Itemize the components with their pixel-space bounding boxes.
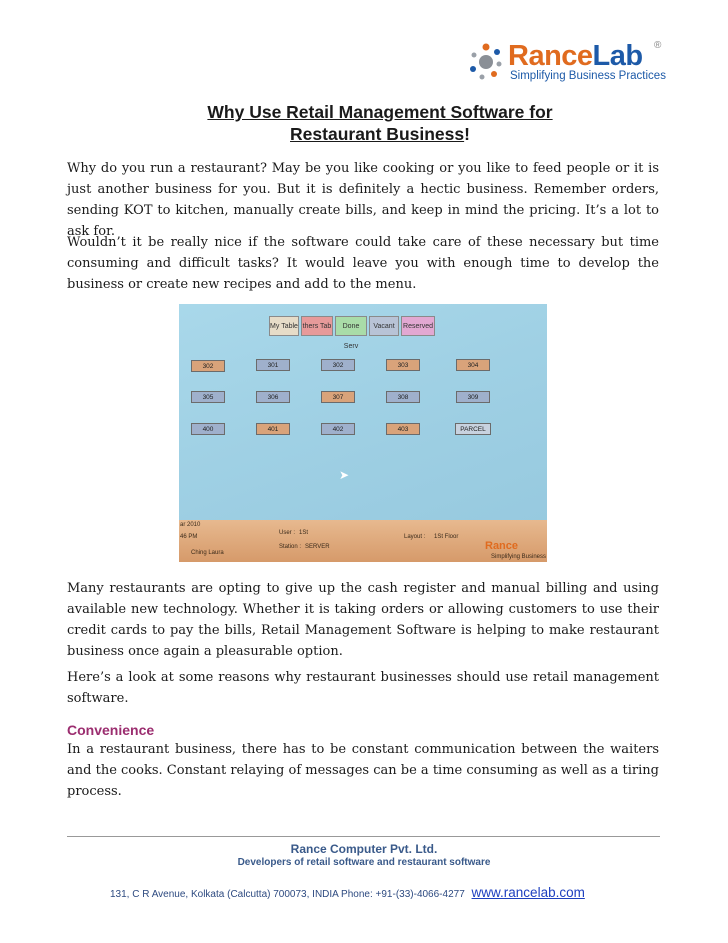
table-button: 306 bbox=[256, 391, 290, 403]
website-link[interactable]: www.rancelab.com bbox=[471, 885, 585, 900]
table-button: 401 bbox=[256, 423, 290, 435]
logo-dots-icon bbox=[468, 42, 504, 82]
table-button: 402 bbox=[321, 423, 355, 435]
status-date: ar 2010 bbox=[180, 522, 201, 528]
tab-others-table: thers Tab bbox=[301, 316, 333, 336]
footer-divider bbox=[67, 836, 660, 837]
table-button: 302 bbox=[321, 359, 355, 371]
table-button: 403 bbox=[386, 423, 420, 435]
footer-contact bbox=[110, 885, 585, 900]
status-layout-value: 1St Floor bbox=[434, 534, 459, 540]
table-button: 302 bbox=[191, 360, 225, 372]
table-button: 309 bbox=[456, 391, 490, 403]
table-button: 304 bbox=[456, 359, 490, 371]
table-button: 305 bbox=[191, 391, 225, 403]
status-user-label: User : bbox=[279, 530, 296, 536]
table-button: 307 bbox=[321, 391, 355, 403]
table-button: 303 bbox=[386, 359, 420, 371]
paragraph-convenience: In a restaurant business, there has to be constant communication between the waiters and the cooks. Constant relaying of messages can be a time consuming as well as a tiring process. bbox=[67, 742, 659, 799]
tab-done-serving: Done Serv bbox=[335, 316, 367, 336]
parcel-button: PARCEL bbox=[455, 423, 491, 435]
tab-my-table: My Table bbox=[269, 316, 299, 336]
status-user-value: 1St bbox=[299, 530, 309, 536]
paragraph-software: Wouldn’t it be really nice if the software could take care of these necessary but time consuming and difficult tasks? It would leave you with enough time to develop the business or create new recipes and add to the menu. bbox=[67, 235, 659, 292]
mouse-cursor-icon: ➤ bbox=[339, 468, 350, 482]
status-login: Ching Laura bbox=[191, 550, 224, 556]
mini-logo: Rance bbox=[485, 540, 519, 552]
status-station-value: SERVER bbox=[305, 544, 330, 550]
status-station-label: Station : bbox=[279, 544, 302, 550]
logo-tagline: Simplifying Business Practices bbox=[510, 70, 666, 82]
table-button: 308 bbox=[386, 391, 420, 403]
page-title-line1: Why Use Retail Management Software for bbox=[207, 102, 553, 122]
section-heading-convenience: Convenience bbox=[67, 722, 155, 738]
table-button: 301 bbox=[256, 359, 290, 371]
page-title-line2: Restaurant Business! bbox=[290, 124, 470, 144]
footer-company: Rance Computer Pvt. Ltd. bbox=[290, 842, 438, 856]
ranceLab-logo bbox=[468, 40, 668, 86]
logo-wordmark: RanceLab bbox=[508, 40, 643, 72]
mini-logo-tagline: Simplifying Business bbox=[491, 554, 547, 560]
tab-reserved: Reserved bbox=[401, 316, 435, 336]
table-button: 400 bbox=[191, 423, 225, 435]
footer-tagline: Developers of retail software and restaurant software bbox=[237, 857, 491, 868]
status-time: 46 PM bbox=[180, 534, 198, 540]
tab-vacant: Vacant bbox=[369, 316, 399, 336]
status-layout-label: Layout : bbox=[404, 534, 426, 540]
registered-mark: ® bbox=[654, 40, 662, 51]
paragraph-technology: Many restaurants are opting to give up the cash register and manual billing and using available new technology. Whether it is taking orders or allowing customers to use their credit cards to pay the bills, Retail Management Software is helping to make restaurant business once again a pleasurable option. bbox=[67, 581, 659, 659]
paragraph-intro: Why do you run a restaurant? May be you like cooking or you like to feed people or it is just another business for you. But it is definitely a hectic business. Remember orders, sending KOT to kitchen, manually create bills, and keep in mind the pricing. It’s a lot to ask for. bbox=[67, 161, 659, 239]
footer-address: 131, C R Avenue, Kolkata (Calcutta) 700073, INDIA Phone: +91-(33)-4066-4277 bbox=[110, 889, 465, 900]
paragraph-reasons: Here’s a look at some reasons why restaurant businesses should use retail management software. bbox=[67, 670, 659, 706]
restaurant-software-screenshot bbox=[179, 304, 547, 562]
